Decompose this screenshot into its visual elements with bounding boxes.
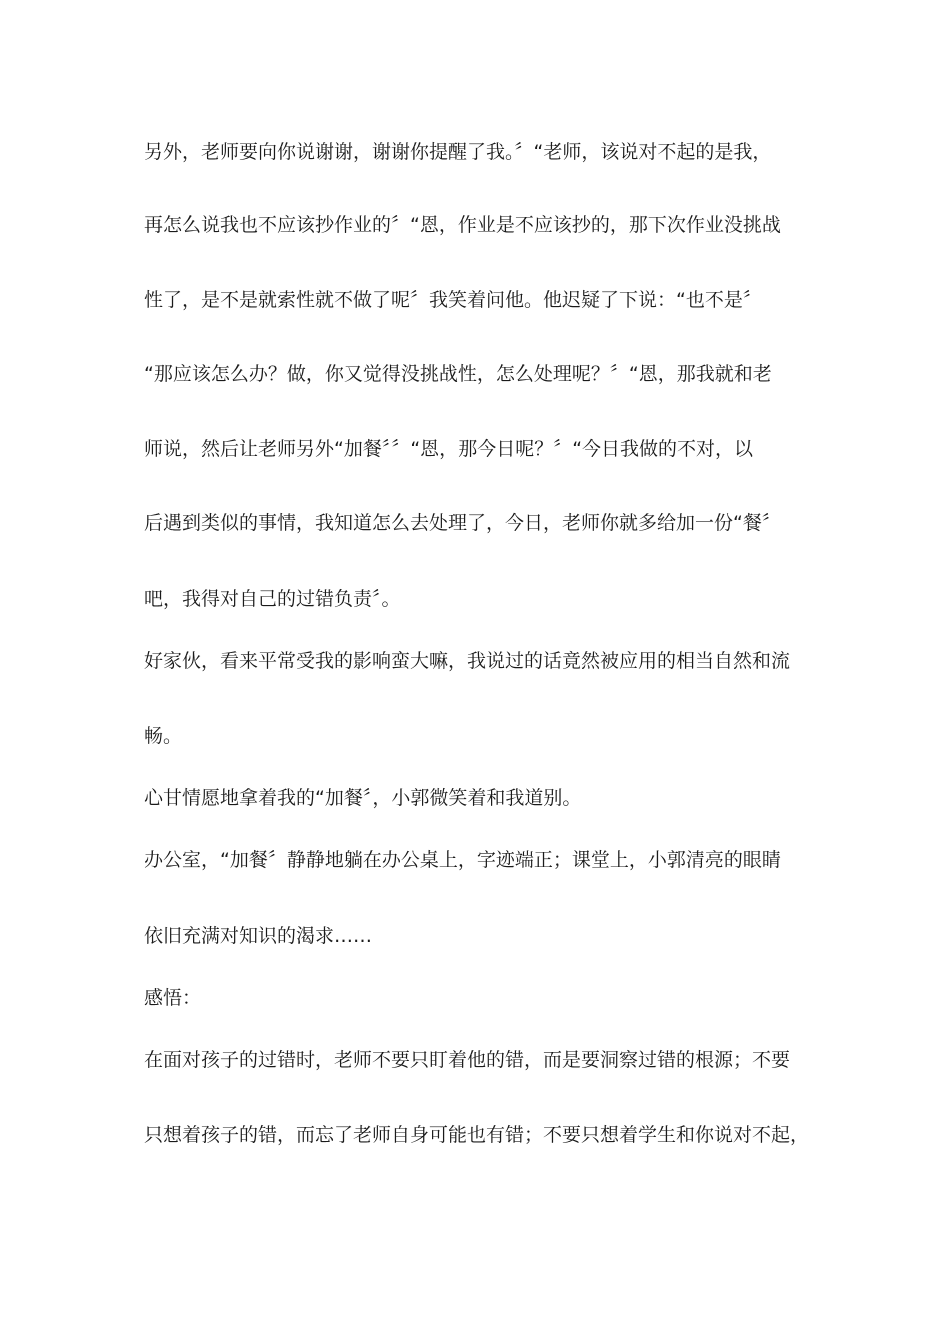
text-line: 在面对孩子的过错时，老师不要只盯着他的错，而是要洞察过错的根源；不要	[144, 1049, 791, 1071]
text-line: 畅。	[144, 725, 183, 747]
text-line: 吧，我得对自己的过错负责〞。	[144, 588, 401, 610]
text-line: 再怎么说我也不应该抄作业的〞“恩，作业是不应该抄的，那下次作业没挑战	[144, 214, 781, 236]
text-line: 心甘情愿地拿着我的“加餐〞，小郭微笑着和我道别。	[144, 787, 582, 809]
text-line: 依旧充满对知识的渴求……	[144, 925, 373, 947]
text-line: 师说，然后让老师另外“加餐〞〞“恩，那今日呢？〞“今日我做的不对，以	[144, 438, 754, 460]
text-line: 办公室，“加餐〞静静地躺在办公桌上，字迹端正；课堂上，小郭清亮的眼睛	[144, 849, 781, 871]
text-line: “那应该怎么办？做，你又觉得没挑战性，怎么处理呢？〞“恩，那我就和老	[144, 363, 772, 385]
text-line: 感悟：	[144, 987, 202, 1009]
text-line: 另外，老师要向你说谢谢，谢谢你提醒了我。〞“老师，该说对不起的是我，	[144, 141, 772, 163]
text-line: 好家伙，看来平常受我的影响蛮大嘛，我说过的话竟然被应用的相当自然和流	[144, 650, 791, 672]
text-line: 性了，是不是就索性就不做了呢〞我笑着问他。他迟疑了下说：“也不是〞	[144, 289, 762, 311]
text-line: 后遇到类似的事情，我知道怎么去处理了，今日，老师你就多给加一份“餐〞	[144, 512, 781, 534]
text-line: 只想着孩子的错，而忘了老师自身可能也有错；不要只想着学生和你说对不起，	[144, 1124, 810, 1146]
